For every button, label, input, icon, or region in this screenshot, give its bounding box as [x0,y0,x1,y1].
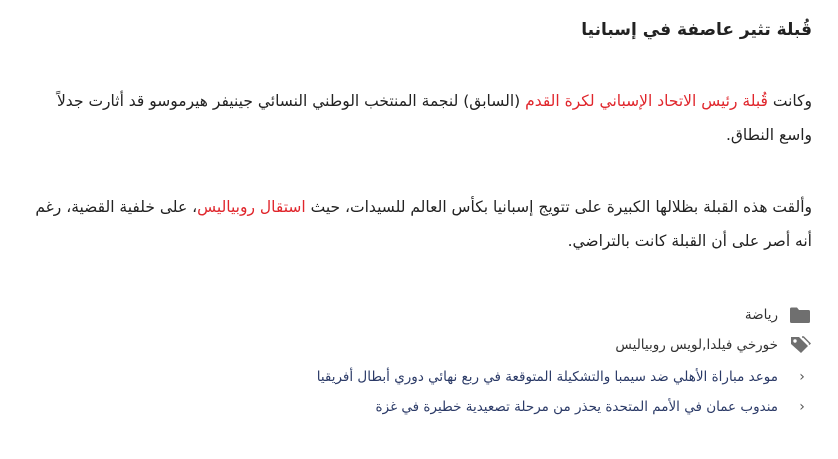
paragraph-1 [22,84,812,152]
tags-row [22,330,812,360]
tag-link-2[interactable]: لويس روبياليس [615,337,703,353]
tag-separator: , [702,337,707,353]
paragraph-2-text-end: ، على خلفية القضية، رغم أنه أصر على أن القبلة كانت بالتراضي. [35,198,812,250]
tag-link-1[interactable]: خورخي فيلدا [706,337,778,353]
paragraph-1-text-end: (السابق) لنجمة المنتخب الوطني النسائي جينيفر هيرموسو قد أثارت جدلاً واسع النطاق. [56,92,812,144]
related-posts [22,362,812,422]
tag-icon [788,335,812,355]
related-link-1[interactable]: موعد مباراة الأهلي ضد سيمبا والتشكيلة المتوقعة في ربع نهائي دوري أبطال أفريقيا [316,369,778,385]
paragraph-2-text-start: وألقت هذه القبلة بظلالها الكبيرة على تتويج إسبانيا بكأس العالم للسيدات، حيث [305,198,812,216]
related-item [22,392,812,422]
paragraph-2 [22,190,812,258]
related-link-2[interactable]: مندوب عمان في الأمم المتحدة يحذر من مرحلة تصعيدية خطيرة في غزة [375,399,778,415]
article-body [22,0,812,422]
category-link[interactable]: رياضة [744,307,778,323]
related-item [22,362,812,392]
kiss-article-link[interactable]: قُبلة رئيس الاتحاد الإسباني لكرة القدم [525,92,768,110]
section-heading: قُبلة تثير عاصفة في إسبانيا [581,20,812,40]
paragraph-1-text-start: وكانت [767,92,812,110]
chevron-left-icon: ‹ [799,399,805,415]
folder-icon [788,305,812,325]
category-row [22,300,812,330]
post-meta [22,300,812,360]
rubiales-resignation-link[interactable]: استقال روبياليس [197,198,306,216]
chevron-left-icon: ‹ [799,369,805,385]
